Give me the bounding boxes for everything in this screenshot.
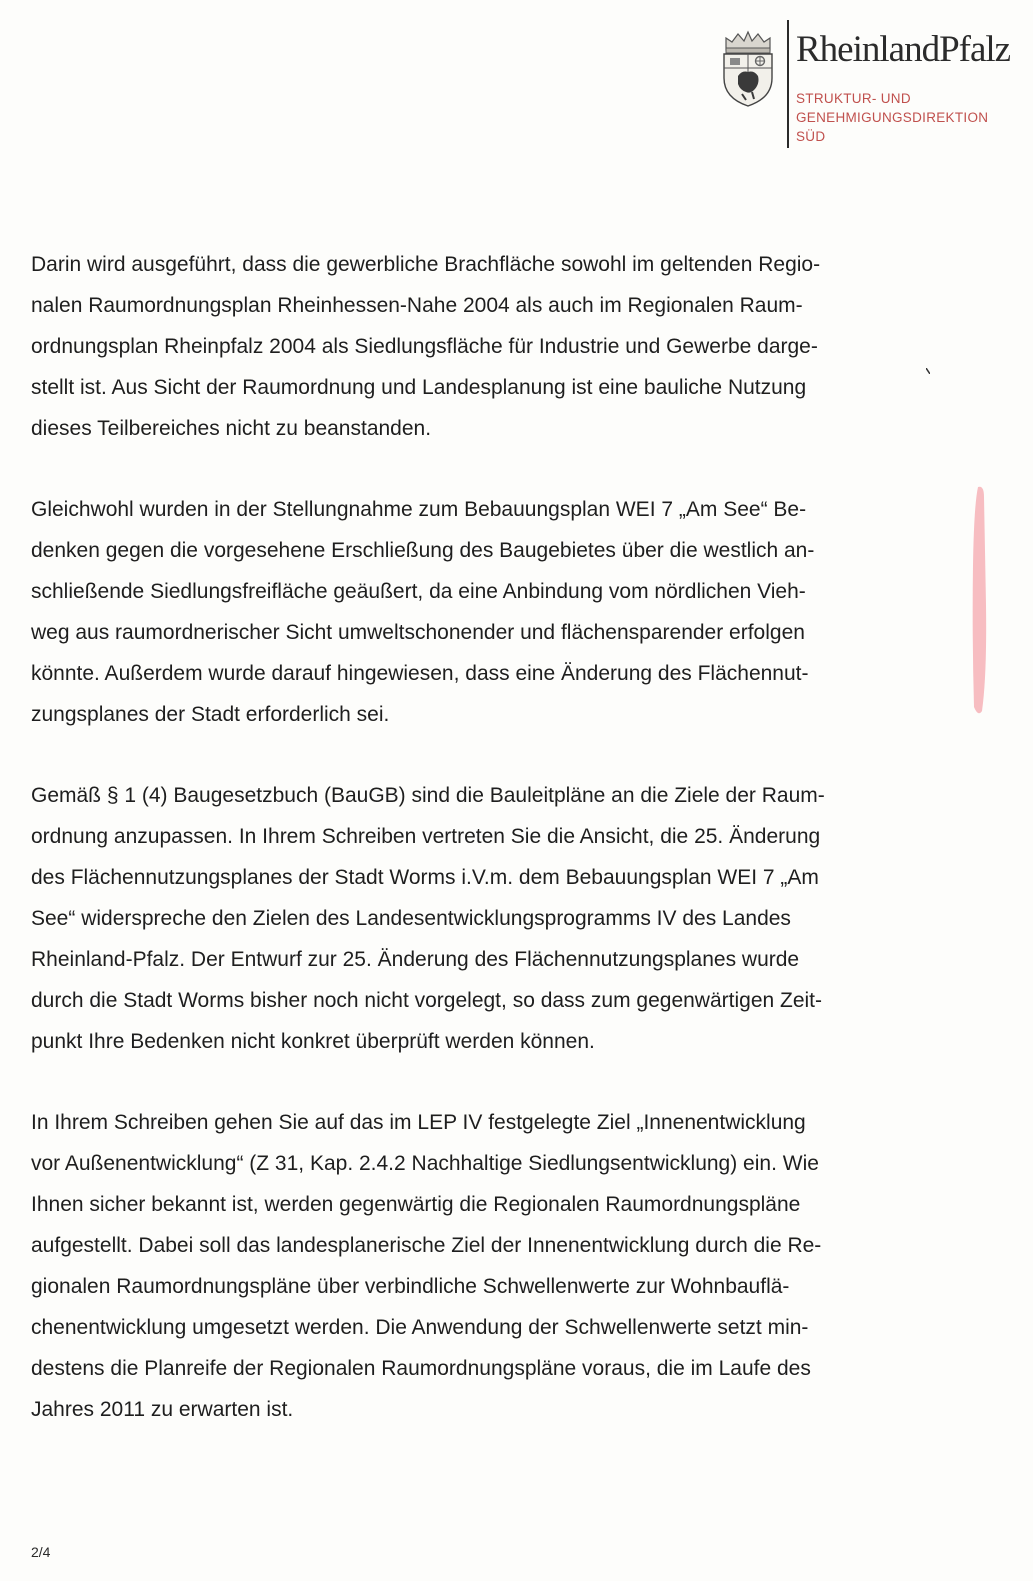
text-line: stellt ist. Aus Sicht der Raumordnung und Landesplanung ist eine bauliche Nutzung (31, 376, 807, 399)
paragraph-2 (31, 489, 941, 735)
letterhead (718, 20, 1018, 150)
authority-line: GENEHMIGUNGSDIREKTION (796, 110, 989, 125)
page-number: 2/4 (31, 1544, 51, 1560)
text-line: könnte. Außerdem wurde darauf hingewiesen, dass eine Änderung des Flächennut- (31, 662, 809, 685)
text-line: destens die Planreife der Regionalen Raumordnungspläne voraus, die im Laufe des (31, 1357, 811, 1380)
text-line: nalen Raumordnungsplan Rheinhessen-Nahe 2004 als auch im Regionalen Raum- (31, 294, 803, 317)
letterhead-divider (787, 20, 789, 148)
authority-line: SÜD (796, 129, 826, 144)
text-line: denken gegen die vorgesehene Erschließung des Baugebietes über die westlich an- (31, 539, 815, 562)
text-line: Ihnen sicher bekannt ist, werden gegenwärtig die Regionalen Raumordnungspläne (31, 1193, 801, 1216)
paragraph-3 (31, 775, 941, 1062)
text-line: ordnungsplan Rheinpfalz 2004 als Siedlungsfläche für Industrie und Gewerbe darge- (31, 335, 818, 358)
text-line: punkt Ihre Bedenken nicht konkret überprüft werden können. (31, 1030, 595, 1053)
scan-speck (926, 368, 930, 374)
text-line: Darin wird ausgeführt, dass die gewerbliche Brachfläche sowohl im geltenden Regio- (31, 253, 821, 276)
rheinland-pfalz-crest-icon (720, 28, 776, 108)
letter-body (31, 244, 941, 1470)
text-line: weg aus raumordnerischer Sicht umweltschonender und flächensparender erfolgen (31, 621, 805, 644)
text-line: In Ihrem Schreiben gehen Sie auf das im LEP IV festgelegte Ziel „Innenentwicklung (31, 1111, 806, 1134)
text-line: Rheinland-Pfalz. Der Entwurf zur 25. Änderung des Flächennutzungsplanes wurde (31, 948, 800, 971)
text-line: des Flächennutzungsplanes der Stadt Worms i.V.m. dem Bebauungsplan WEI 7 „Am (31, 866, 819, 889)
red-highlighter-mark (968, 485, 992, 717)
text-line: zungsplanes der Stadt erforderlich sei. (31, 703, 390, 726)
text-line: aufgestellt. Dabei soll das landesplanerische Ziel der Innenentwicklung durch die Re- (31, 1234, 822, 1257)
text-line: schließende Siedlungsfreifläche geäußert, da eine Anbindung vom nördlichen Vieh- (31, 580, 806, 603)
text-line: Gemäß § 1 (4) Baugesetzbuch (BauGB) sind die Bauleitpläne an die Ziele der Raum- (31, 784, 825, 807)
paragraph-4 (31, 1102, 941, 1430)
text-line: ordnung anzupassen. In Ihrem Schreiben vertreten Sie die Ansicht, die 25. Änderung (31, 825, 821, 848)
authority-line: STRUKTUR- UND (796, 91, 911, 106)
authority-name (796, 89, 988, 146)
text-line: gionalen Raumordnungspläne über verbindliche Schwellenwerte zur Wohnbauflä- (31, 1275, 790, 1298)
brand-wordmark: RheinlandPfalz (796, 29, 1011, 70)
text-line: durch die Stadt Worms bisher noch nicht vorgelegt, so dass zum gegenwärtigen Zeit- (31, 989, 823, 1012)
text-line: dieses Teilbereiches nicht zu beanstanden. (31, 417, 432, 440)
text-line: chenentwicklung umgesetzt werden. Die Anwendung der Schwellenwerte setzt min- (31, 1316, 809, 1339)
text-line: Jahres 2011 zu erwarten ist. (31, 1398, 294, 1421)
paragraph-1 (31, 244, 941, 449)
text-line: Gleichwohl wurden in der Stellungnahme zum Bebauungsplan WEI 7 „Am See“ Be- (31, 498, 807, 521)
text-line: vor Außenentwicklung“ (Z 31, Kap. 2.4.2 Nachhaltige Siedlungsentwicklung) ein. Wie (31, 1152, 819, 1175)
text-line: See“ widerspreche den Zielen des Landesentwicklungsprogramms IV des Landes (31, 907, 791, 930)
